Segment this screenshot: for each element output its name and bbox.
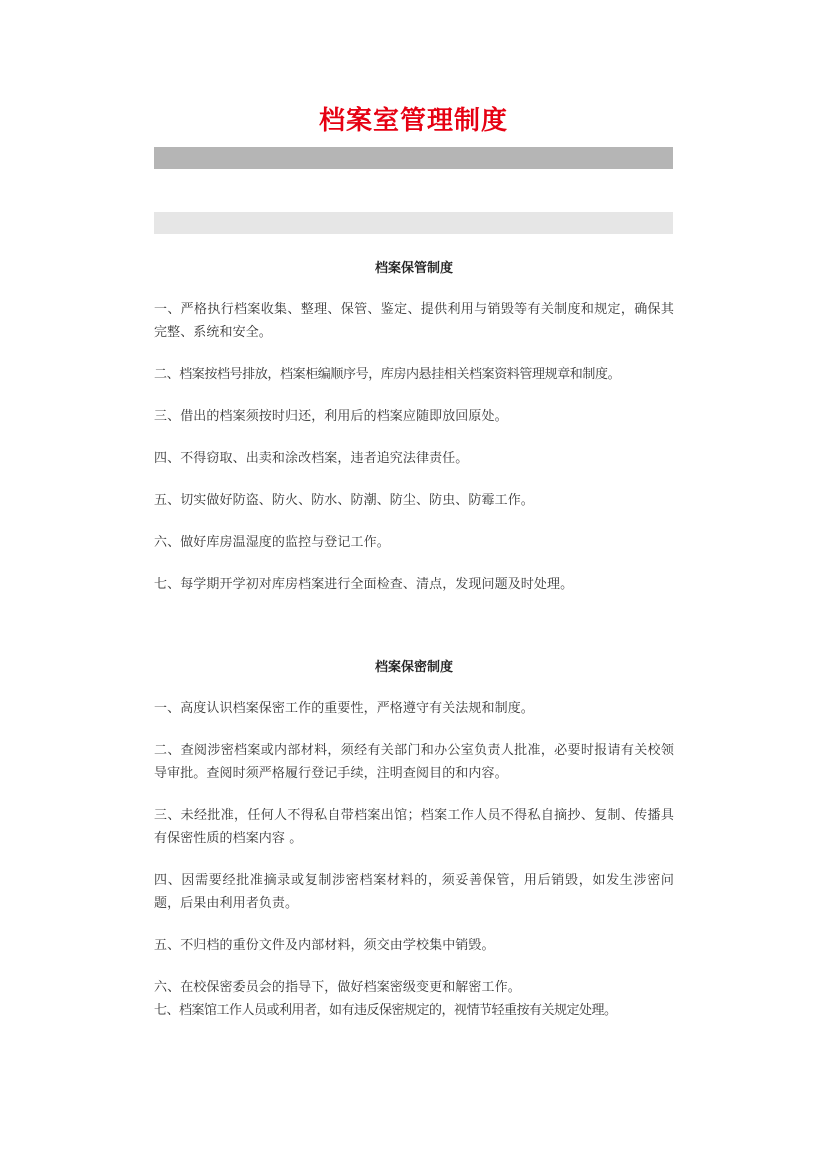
paragraph: 四、因需要经批准摘录或复制涉密档案材料的，须妥善保管，用后销毁，如发生涉密问题，后果由利用者负责。 bbox=[154, 873, 674, 911]
paragraph: 六、在校保密委员会的指导下，做好档案密级变更和解密工作。 bbox=[154, 980, 521, 995]
paragraph: 一、高度认识档案保密工作的重要性，严格遵守有关法规和制度。 bbox=[154, 701, 534, 716]
paragraph: 三、未经批准，任何人不得私自带档案出馆；档案工作人员不得私自摘抄、复制、传播具有保密性质的档案内容 。 bbox=[154, 808, 674, 846]
paragraph: 六、做好库房温湿度的监控与登记工作。 bbox=[154, 535, 390, 550]
document-body bbox=[154, 258, 674, 1041]
paragraph: 五、不归档的重份文件及内部材料，须交由学校集中销毁。 bbox=[154, 938, 495, 953]
header-divider-bar bbox=[154, 147, 673, 169]
section-heading: 档案保密制度 bbox=[374, 660, 453, 675]
section-spacer bbox=[154, 615, 674, 657]
paragraph: 五、切实做好防盗、防火、防水、防潮、防尘、防虫、防霉工作。 bbox=[154, 493, 534, 508]
paragraph: 一、严格执行档案收集、整理、保管、鉴定、提供利用与销毁等有关制度和规定，确保其完整、系统和安全。 bbox=[154, 302, 674, 340]
subheader-divider-bar bbox=[154, 212, 673, 234]
paragraph: 三、借出的档案须按时归还，利用后的档案应随即放回原处。 bbox=[154, 409, 508, 424]
paragraph: 七、档案馆工作人员或利用者，如有违反保密规定的，视情节轻重按有关规定处理。 bbox=[154, 1003, 617, 1018]
section-heading: 档案保管制度 bbox=[374, 261, 453, 276]
page-title: 档案室管理制度 bbox=[318, 106, 508, 136]
paragraph: 二、查阅涉密档案或内部材料，须经有关部门和办公室负责人批准，必要时报请有关校领导审批。查阅时须严格履行登记手续，注明查阅目的和内容。 bbox=[154, 743, 674, 781]
paragraph: 七、每学期开学初对库房档案进行全面检查、清点，发现问题及时处理。 bbox=[154, 577, 574, 592]
paragraph: 二、档案按档号排放，档案柜编顺序号，库房内悬挂相关档案资料管理规章和制度。 bbox=[154, 367, 621, 382]
paragraph: 四、不得窃取、出卖和涂改档案，违者追究法律责任。 bbox=[154, 451, 469, 466]
section-confidentiality bbox=[154, 657, 674, 1022]
section-storage bbox=[154, 258, 674, 596]
